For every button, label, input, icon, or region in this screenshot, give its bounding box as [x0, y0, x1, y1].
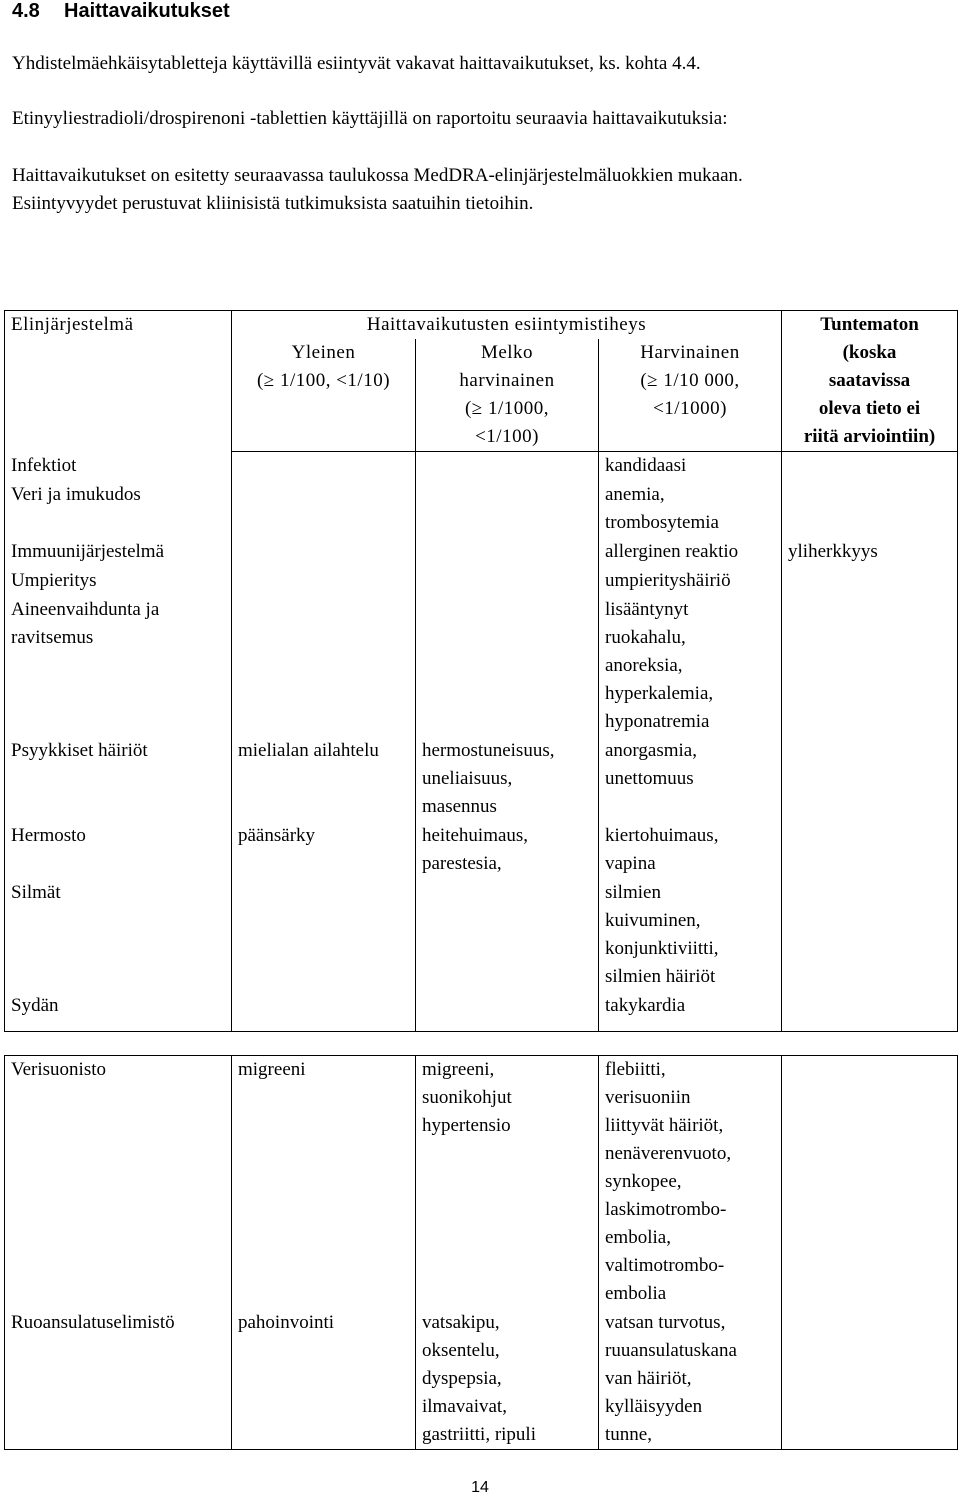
cell-common-line: päänsärky [238, 824, 316, 846]
cell-system-line: Silmät [11, 881, 61, 903]
cell-unknown [782, 822, 958, 879]
cell-rare-line: kandidaasi [605, 455, 687, 476]
cell-rare-line: umpierityshäiriö [605, 569, 731, 591]
cell-common-line: pahoinvointi [238, 1311, 335, 1333]
cell-system [5, 567, 232, 596]
header-rare [599, 339, 782, 452]
cell-unknown [782, 1056, 958, 1309]
cell-rare-line: unettomuus [605, 767, 694, 789]
cell-common [232, 567, 416, 596]
section-title: Haittavaikutukset [64, 0, 230, 22]
cell-uncommon-line: masennus [422, 795, 497, 817]
adverse-reactions-table [4, 310, 958, 1032]
cell-rare-line: anemia, [605, 483, 665, 505]
cell-unknown [782, 737, 958, 822]
cell-system [5, 538, 232, 567]
header-unknown-line: Tuntematon [820, 314, 919, 335]
cell-rare [599, 992, 782, 1032]
cell-uncommon [416, 452, 599, 481]
header-uncommon-line: harvinainen [459, 370, 555, 391]
cell-rare-line: anorgasmia, [605, 739, 697, 761]
cell-system-line: ravitsemus [11, 626, 94, 648]
cell-rare-line: liittyvät häiriöt, [605, 1115, 724, 1136]
cell-uncommon [416, 596, 599, 737]
cell-rare-line: lisääntynyt [605, 598, 689, 620]
header-frequency-group-label: Haittavaikutusten esiintymistiheys [366, 314, 647, 335]
cell-uncommon [416, 1056, 599, 1309]
intro-paragraph-3-line-2: Esiintyvyydet perustuvat kliinisistä tutkimuksista saatuihin tietoihin. [12, 193, 534, 214]
cell-rare-line: trombosytemia [605, 511, 719, 533]
cell-common [232, 1056, 416, 1309]
cell-rare-line: embolia [605, 1283, 667, 1304]
cell-rare-line: vatsan turvotus, [605, 1311, 726, 1333]
adverse-reactions-table-continued [4, 1055, 958, 1450]
intro-paragraph-3 [12, 162, 743, 218]
cell-system [5, 452, 232, 481]
cell-system-line: Psyykkiset häiriöt [11, 739, 148, 761]
section-number: 4.8 [12, 0, 40, 22]
cell-common [232, 596, 416, 737]
table-row [5, 538, 958, 567]
cell-system-line: Aineenvaihdunta ja [11, 598, 160, 620]
section-heading [12, 0, 230, 23]
cell-common [232, 1309, 416, 1450]
header-uncommon-line: <1/100) [475, 426, 539, 447]
cell-rare [599, 879, 782, 992]
cell-common-line: mielialan ailahtelu [238, 739, 379, 761]
cell-uncommon [416, 822, 599, 879]
cell-system [5, 1056, 232, 1309]
intro-paragraph-2: Etinyyliestradioli/drospirenoni -tablettien käyttäjillä on raportoitu seuraavia haittavaikutuksia: [12, 108, 728, 129]
cell-uncommon-line: dyspepsia, [422, 1367, 502, 1389]
cell-rare [599, 596, 782, 737]
cell-rare-line: silmien häiriöt [605, 965, 716, 987]
table-row [5, 1056, 958, 1309]
cell-system [5, 879, 232, 992]
cell-uncommon [416, 879, 599, 992]
cell-uncommon-line: hypertensio [422, 1115, 511, 1136]
cell-rare [599, 538, 782, 567]
header-frequency-group [232, 311, 782, 340]
cell-rare [599, 737, 782, 822]
table-row [5, 567, 958, 596]
cell-system-line: Infektiot [11, 454, 77, 476]
table-row [5, 992, 958, 1032]
cell-uncommon-line: heitehuimaus, [422, 824, 529, 846]
cell-rare-line: kylläisyyden [605, 1395, 703, 1417]
header-common [232, 339, 416, 452]
cell-rare-line: konjunktiviitti, [605, 937, 719, 959]
cell-rare-line: synkopee, [605, 1171, 682, 1192]
header-unknown-line: saatavissa [828, 370, 911, 391]
header-rare-line: <1/1000) [653, 398, 727, 419]
cell-common [232, 879, 416, 992]
table-row [5, 452, 958, 481]
cell-common [232, 538, 416, 567]
cell-rare-line: flebiitti, [605, 1059, 666, 1080]
cell-rare [599, 481, 782, 538]
header-common-line: Yleinen [291, 342, 356, 363]
header-uncommon-line: Melko [480, 342, 534, 363]
cell-rare-line: silmien [605, 881, 661, 903]
cell-rare [599, 1056, 782, 1309]
cell-system [5, 481, 232, 538]
cell-common-line: migreeni [238, 1059, 306, 1080]
cell-uncommon-line: vatsakipu, [422, 1311, 500, 1333]
cell-unknown [782, 481, 958, 538]
cell-unknown [782, 452, 958, 481]
cell-rare-line: laskimotrombo- [605, 1199, 727, 1220]
header-rare-line: Harvinainen [640, 342, 740, 363]
cell-uncommon [416, 567, 599, 596]
cell-system [5, 1309, 232, 1450]
cell-uncommon [416, 992, 599, 1032]
cell-system-line: Immuunijärjestelmä [11, 540, 165, 562]
cell-unknown [782, 879, 958, 992]
cell-uncommon-line: oksentelu, [422, 1339, 500, 1361]
cell-uncommon [416, 538, 599, 567]
header-organ-system-label: Elinjärjestelmä [11, 314, 134, 335]
cell-rare-line: ruokahalu, [605, 626, 686, 648]
cell-uncommon-line: uneliaisuus, [422, 767, 513, 789]
cell-rare-line: valtimotrombo- [605, 1255, 725, 1276]
cell-uncommon-line: gastriitti, ripuli [422, 1423, 536, 1445]
cell-uncommon [416, 1309, 599, 1450]
intro-paragraph-1: Yhdistelmäehkäisytabletteja käyttävillä esiintyvät vakavat haittavaikutukset, ks. kohta 4.4. [12, 53, 701, 74]
table-row [5, 481, 958, 538]
table-row [5, 879, 958, 992]
page-number: 14 [471, 1479, 489, 1496]
table-row [5, 737, 958, 822]
cell-uncommon [416, 481, 599, 538]
cell-rare [599, 1309, 782, 1450]
header-common-line: (≥ 1/100, <1/10) [256, 370, 391, 391]
table-row [5, 822, 958, 879]
cell-uncommon [416, 737, 599, 822]
header-unknown-line: (koska [842, 342, 897, 363]
cell-system-line: Ruoansulatuselimistö [11, 1311, 175, 1333]
header-unknown-line: oleva tieto ei [818, 398, 921, 419]
cell-system [5, 992, 232, 1032]
cell-rare-line: tunne, [605, 1423, 652, 1445]
cell-rare-line: kiertohuimaus, [605, 824, 719, 846]
intro-paragraph-3-line-1: Haittavaikutukset on esitetty seuraavassa taulukossa MedDRA-elinjärjestelmäluokkien mukaan. [12, 165, 743, 186]
cell-uncommon-line: ilmavaivat, [422, 1395, 507, 1417]
cell-rare [599, 822, 782, 879]
cell-rare-line: ruuansulatuskana [605, 1339, 737, 1361]
cell-rare-line: verisuoniin [605, 1087, 691, 1108]
cell-common [232, 737, 416, 822]
cell-unknown-line: yliherkkyys [788, 540, 878, 562]
cell-system-line: Sydän [11, 994, 59, 1016]
cell-rare [599, 567, 782, 596]
cell-unknown [782, 992, 958, 1032]
cell-system-line: Verisuonisto [11, 1059, 106, 1080]
cell-rare-line: embolia, [605, 1227, 671, 1248]
cell-unknown [782, 567, 958, 596]
cell-system [5, 737, 232, 822]
header-rare-line: (≥ 1/10 000, [640, 370, 740, 391]
header-unknown [782, 311, 958, 452]
table-row [5, 1309, 958, 1450]
cell-rare-line: nenäverenvuoto, [605, 1143, 732, 1164]
cell-common [232, 822, 416, 879]
cell-rare-line: van häiriöt, [605, 1367, 692, 1389]
table-header-row [5, 311, 958, 340]
header-uncommon-line: (≥ 1/1000, [464, 398, 550, 419]
cell-system [5, 822, 232, 879]
cell-rare-line: takykardia [605, 994, 686, 1016]
cell-unknown [782, 1309, 958, 1450]
cell-common [232, 452, 416, 481]
cell-rare [599, 452, 782, 481]
cell-unknown [782, 538, 958, 567]
cell-uncommon-line: suonikohjut [422, 1087, 512, 1108]
header-unknown-line: riitä arviointiin) [803, 426, 936, 447]
cell-rare-line: hyperkalemia, [605, 682, 714, 704]
cell-rare-line: hyponatremia [605, 710, 710, 732]
header-uncommon [416, 339, 599, 452]
cell-uncommon-line: parestesia, [422, 852, 502, 874]
cell-uncommon-line: migreeni, [422, 1059, 495, 1080]
cell-common [232, 992, 416, 1032]
header-organ-system [5, 311, 232, 452]
cell-rare-line: vapina [605, 852, 656, 874]
cell-uncommon-line: hermostuneisuus, [422, 739, 555, 761]
cell-unknown [782, 596, 958, 737]
cell-rare-line: allerginen reaktio [605, 540, 739, 562]
cell-rare-line: anoreksia, [605, 654, 683, 676]
cell-system [5, 596, 232, 737]
cell-system-line: Umpieritys [11, 569, 97, 591]
cell-rare-line: kuivuminen, [605, 909, 701, 931]
table-row [5, 596, 958, 737]
cell-system-line: Hermosto [11, 824, 86, 846]
cell-common [232, 481, 416, 538]
cell-system-line: Veri ja imukudos [11, 483, 141, 505]
